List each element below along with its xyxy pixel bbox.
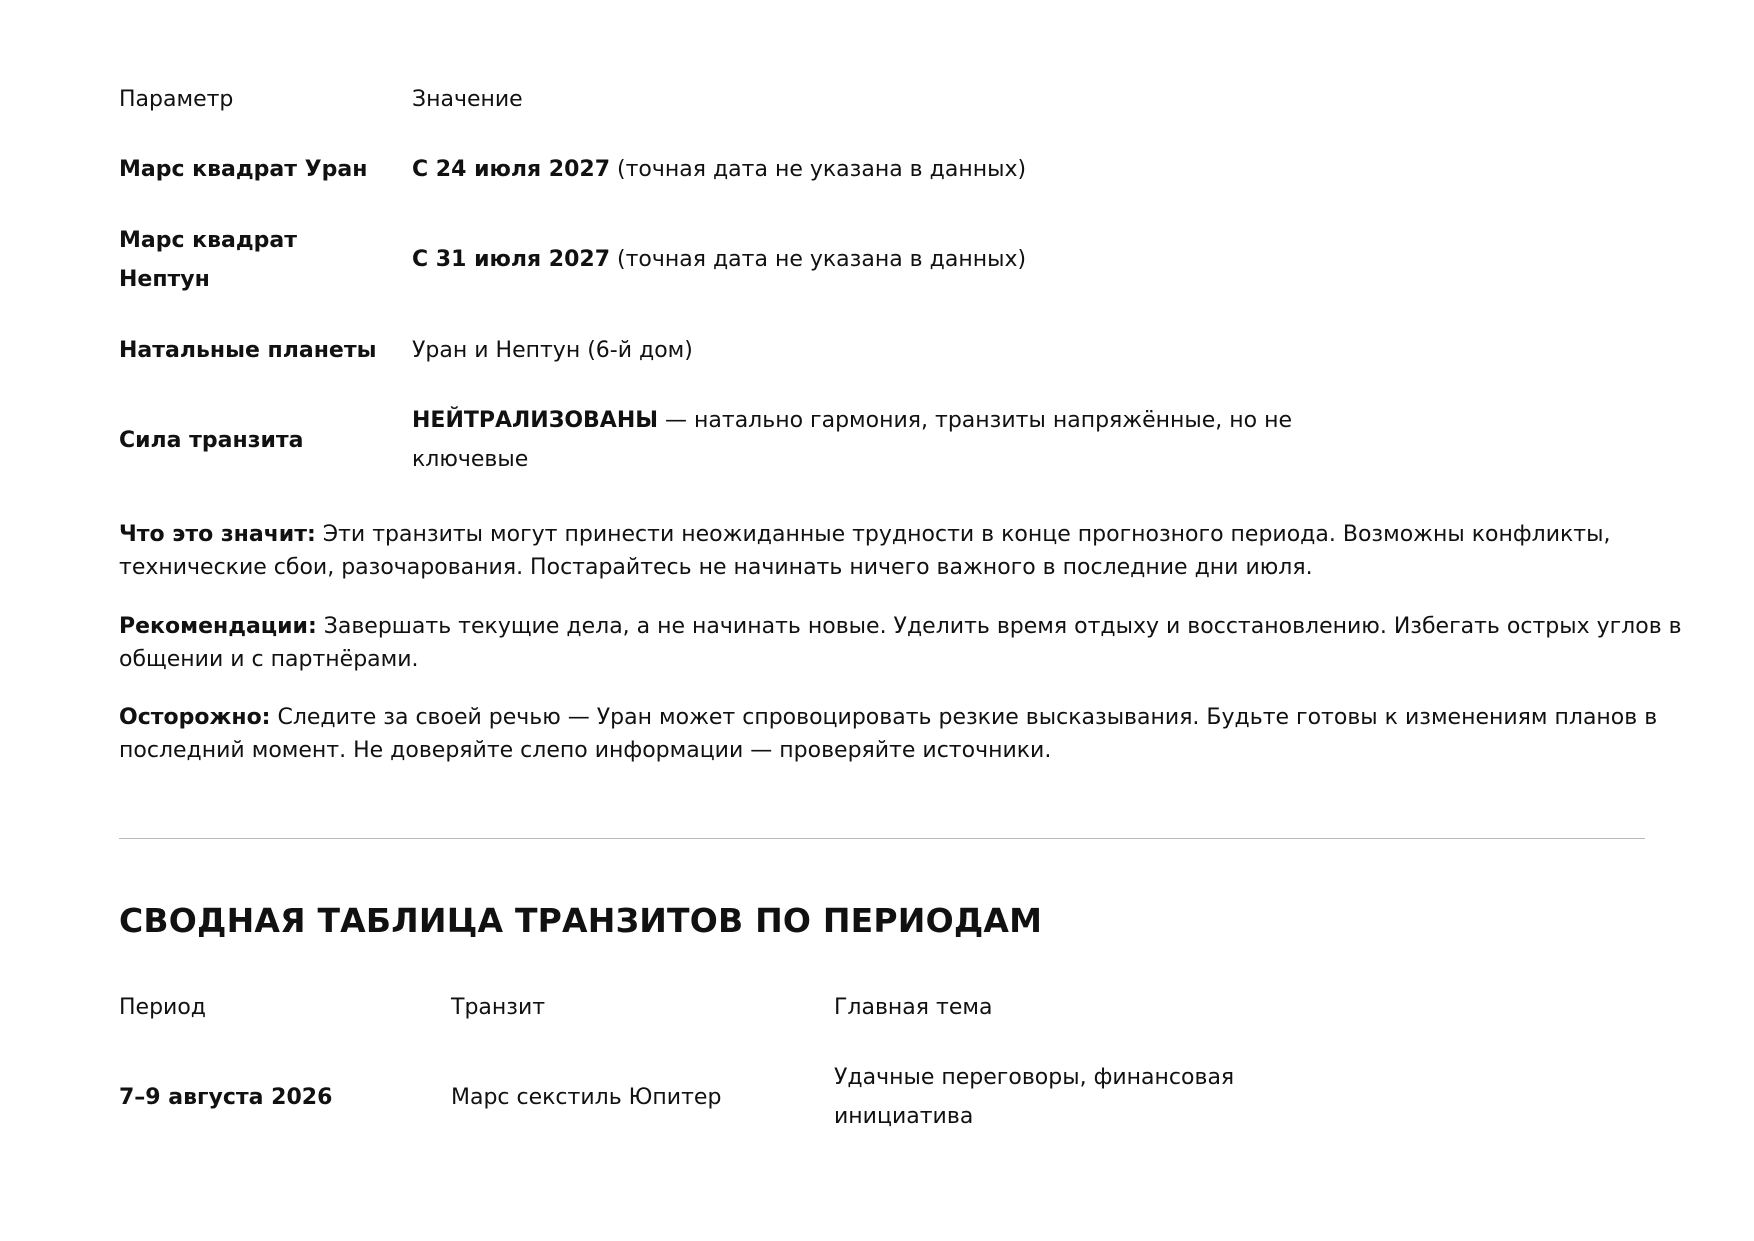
row-value-mars-square-neptune	[412, 240, 1026, 279]
summary-header-transit: Транзит	[451, 995, 546, 1020]
recommendations-label: Рекомендации:	[119, 614, 317, 639]
row-value-natal-planets: Уран и Нептун (6-й дом)	[412, 338, 693, 363]
row-value-transit-strength-line1	[412, 401, 1292, 440]
row-value-date: С 31 июля 2027	[412, 247, 611, 272]
row-value-note: — натально гармония, транзиты напряжённые, но не	[658, 408, 1293, 433]
caution-paragraph	[119, 701, 1659, 767]
row-label-natal-planets: Натальные планеты	[119, 338, 377, 363]
summary-header-theme: Главная тема	[834, 995, 993, 1020]
table-header-parameter: Параметр	[119, 87, 234, 112]
recommendations-text-line2: общении и с партнёрами.	[119, 647, 419, 672]
summary-cell-period: 7–9 августа 2026	[119, 1085, 333, 1110]
meaning-text-line1: Эти транзиты могут принести неожиданные трудности в конце прогнозного периода. Возможны конфликты,	[315, 522, 1611, 547]
caution-text-line2: последний момент. Не доверяйте слепо информации — проверяйте источники.	[119, 738, 1052, 763]
summary-cell-theme-line1: Удачные переговоры, финансовая	[834, 1065, 1235, 1090]
meaning-text-line2: технические сбои, разочарования. Постарайтесь не начинать ничего важного в последние дни июля.	[119, 555, 1313, 580]
row-value-mars-square-uranus	[412, 150, 1026, 189]
row-value-date: С 24 июля 2027	[412, 157, 611, 182]
row-label-mars-square-neptune-line1: Марс квадрат	[119, 228, 297, 253]
row-label-mars-square-neptune-line2: Нептун	[119, 267, 210, 292]
row-value-note: (точная дата не указана в данных)	[610, 247, 1027, 272]
row-value-status: НЕЙТРАЛИЗОВАНЫ	[412, 408, 659, 433]
summary-cell-transit: Марс секстиль Юпитер	[451, 1085, 722, 1110]
recommendations-paragraph	[119, 610, 1682, 676]
caution-label: Осторожно:	[119, 705, 271, 730]
row-label-mars-square-uranus: Марс квадрат Уран	[119, 157, 368, 182]
row-label-transit-strength: Сила транзита	[119, 428, 304, 453]
summary-header-period: Период	[119, 995, 207, 1020]
summary-cell-theme-line2: инициатива	[834, 1104, 974, 1129]
recommendations-text-line1: Завершать текущие дела, а не начинать новые. Уделить время отдыху и восстановлению. Избегать острых углов в	[316, 614, 1682, 639]
summary-section-title: СВОДНАЯ ТАБЛИЦА ТРАНЗИТОВ ПО ПЕРИОДАМ	[119, 901, 1043, 940]
row-value-note: (точная дата не указана в данных)	[610, 157, 1027, 182]
row-value-transit-strength-line2: ключевые	[412, 447, 529, 472]
meaning-paragraph	[119, 518, 1659, 584]
meaning-label: Что это значит:	[119, 522, 316, 547]
table-header-value: Значение	[412, 87, 523, 112]
section-divider	[119, 838, 1645, 839]
caution-text-line1: Следите за своей речью — Уран может спровоцировать резкие высказывания. Будьте готовы к изменениям планов в	[270, 705, 1658, 730]
